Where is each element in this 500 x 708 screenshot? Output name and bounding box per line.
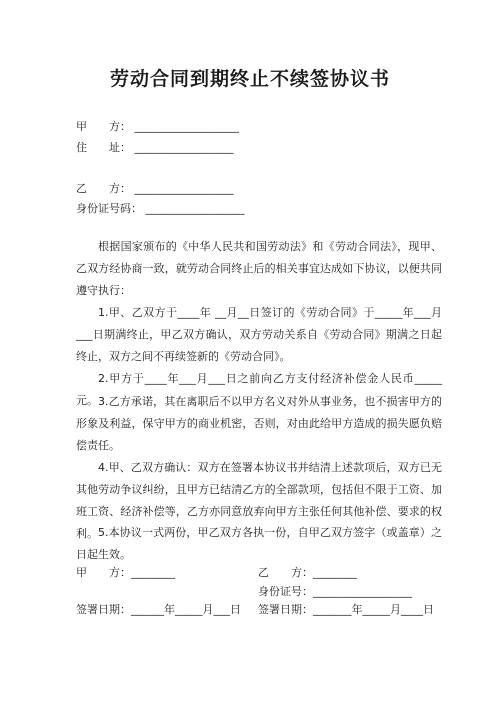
clause-1: 1.甲、乙双方于____年 __月__日签订的《劳动合同》于_____年___月___日期满终止，甲乙双方确认，双方劳动关系自《劳动合同》期满之日起终止，双方之间不再续签新的《劳动合同》。	[76, 306, 442, 363]
id-number-blank: __________________	[145, 202, 245, 215]
signature-party-a: 甲 方：________	[76, 566, 175, 579]
id-number-label: 身份证号码：	[76, 202, 142, 215]
document-title: 劳动合同到期终止不续签协议书	[109, 68, 390, 90]
id-number-field	[76, 202, 245, 216]
clause-5: 5.本协议一式两份，甲乙双方各执一份，自甲乙双方签字（或盖章）之日起生效。	[76, 526, 442, 561]
party-b-label: 乙 方：	[76, 182, 131, 195]
signature-id-number: 身份证号：__________________	[258, 585, 412, 598]
address-field	[76, 141, 234, 155]
party-a-field	[76, 120, 239, 134]
party-b-blank: __________________	[134, 182, 234, 195]
clause-2: 2.甲方于____年___月___日之前向乙方支付经济补偿金人民币_____元。	[76, 372, 442, 407]
party-b-field	[76, 182, 234, 196]
address-blank: __________________	[134, 141, 234, 154]
intro-paragraph: 根据国家颁布的《中华人民共和国劳动法》和《劳动合同法》，现甲、乙双方经协商一致，就劳动合同终止后的相关事宜达成如下协议，以便共同遵守执行：	[76, 240, 442, 297]
signature-party-b: 乙 方：________	[258, 566, 357, 579]
signature-date-a: 签署日期：______年_____月___日	[76, 603, 241, 616]
clause-3: 3.乙方承诺，其在离职后不以甲方名义对外从事业务，也不损害甲方的形象及利益，保守甲方的商业机密，否则，对由此给甲方造成的损失愿负赔偿责任。	[76, 395, 442, 452]
party-a-label: 甲 方：	[76, 120, 131, 133]
address-label: 住 址：	[76, 141, 131, 154]
signature-date-b: 签署日期：_______年_____月____日	[258, 603, 434, 616]
clause-4: 4.甲、乙双方确认：双方在签署本协议书并结清上述款项后，双方已无其他劳动争议纠纷，且甲方已结清乙方的全部款项，包括但不限于工资、加班工资、经济补偿等，乙方亦同意放弃向甲方主张任何其他补偿、要求的权利。	[76, 461, 442, 540]
party-a-blank: ___________________	[134, 120, 239, 133]
